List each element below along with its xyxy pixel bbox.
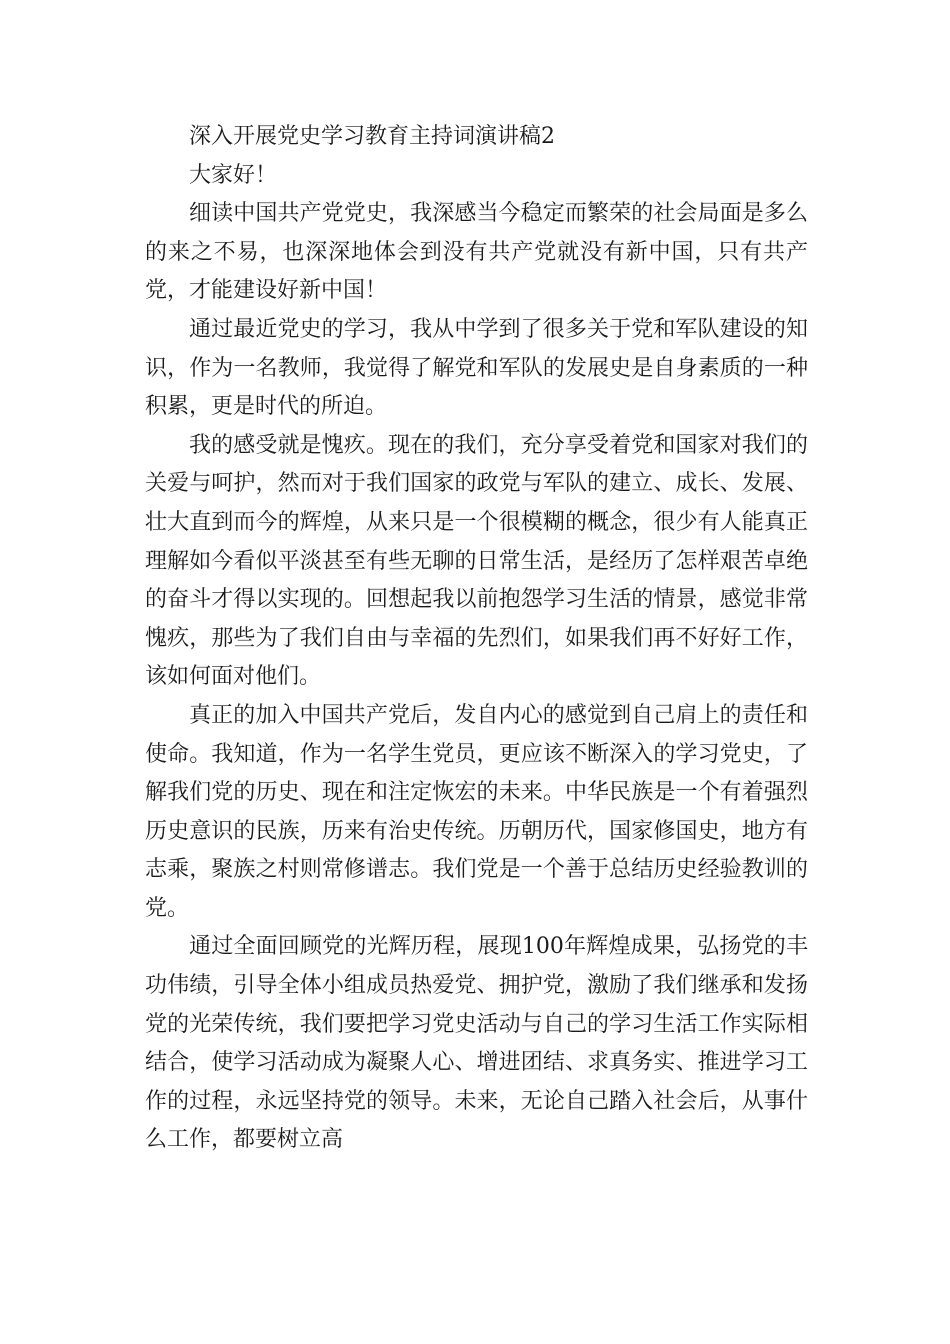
- paragraph-1: 细读中国共产党党史，我深感当今稳定而繁荣的社会局面是多么的来之不易，也深深地体会到没有共产党就没有新中国，只有共产党，才能建设好新中国！: [145, 201, 808, 304]
- paragraph-2: 通过最近党史的学习，我从中学到了很多关于党和军队建设的知识，作为一名教师，我觉得了解党和军队的发展史是自身素质的一种积累，更是时代的所迫。: [145, 316, 808, 420]
- paragraph-5: 通过全面回顾党的光辉历程，展现100年辉煌成果，弘扬党的丰功伟绩，引导全体小组成员热爱党、拥护党，激励了我们继承和发扬党的光荣传统，我们要把学习党史活动与自己的学习生活工作实际相结合，使学习活动成为凝聚人心、增进团结、求真务实、推进学习工作的过程，永远坚持党的领导。未来，无论自己踏入社会后，从事什么工作，都要树立高: [145, 934, 808, 1153]
- paragraph-3: 我的感受就是愧疚。现在的我们，充分享受着党和国家对我们的关爱与呵护，然而对于我们国家的政党与军队的建立、成长、发展、壮大直到而今的辉煌，从来只是一个很模糊的概念，很少有人能真正理解如今看似平淡甚至有些无聊的日常生活，是经历了怎样艰苦卓绝的奋斗才得以实现的。回想起我以前抱怨学习生活的情景，感觉非常愧疚，那些为了我们自由与幸福的先烈们，如果我们再不好好工作，该如何面对他们。: [145, 432, 808, 690]
- document-page: [145, 118, 808, 1160]
- document-title: 深入开展党史学习教育主持词演讲稿2: [189, 124, 555, 149]
- paragraph-4: 真正的加入中国共产党后，发自内心的感觉到自己肩上的责任和使命。我知道，作为一名学生党员，更应该不断深入的学习党史，了解我们党的历史、现在和注定恢宏的未来。中华民族是一个有着强烈历史意识的民族，历来有治史传统。历朝历代，国家修国史，地方有志乘，聚族之村则常修谱志。我们党是一个善于总结历史经验教训的党。: [145, 702, 808, 921]
- greeting: 大家好！: [189, 162, 278, 188]
